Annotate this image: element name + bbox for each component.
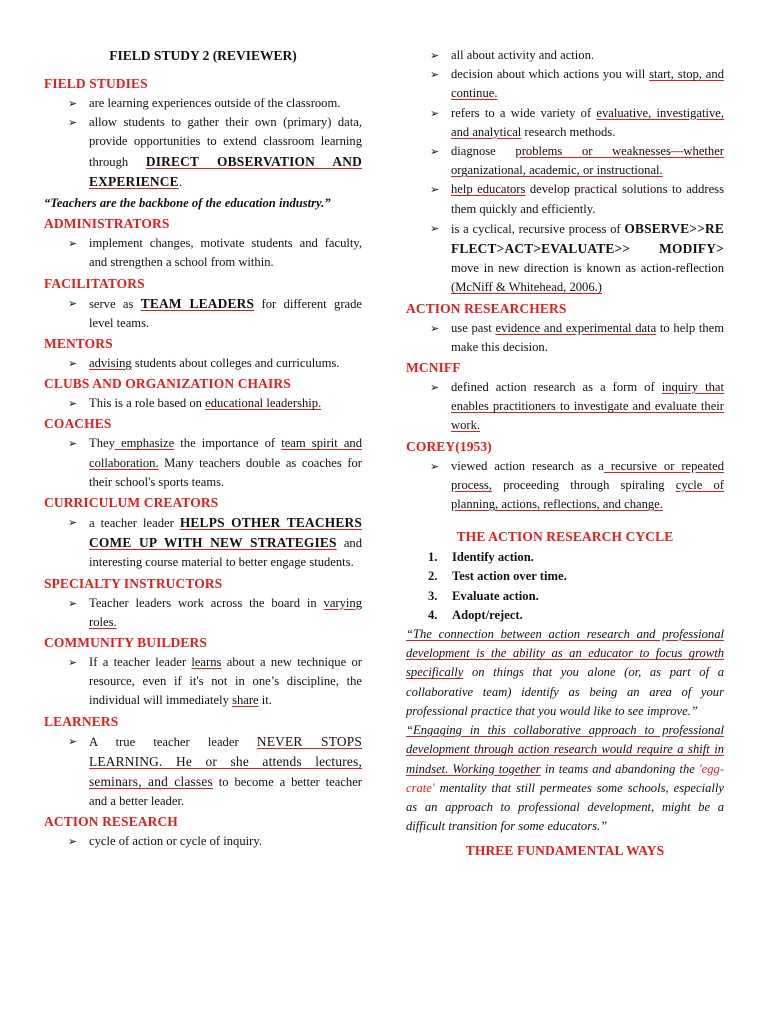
heading-facilitators: FACILITATORS	[44, 275, 145, 291]
arrowhead-bullet-icon: ➢	[68, 357, 78, 371]
arrowhead-bullet-icon: ➢	[430, 381, 440, 395]
heading-action-research-cycle: THE ACTION RESEARCH CYCLE	[456, 529, 674, 545]
list-item: ➢ They emphasize the importance of team spirit and collaboration. Many teachers double as coaches for their school's sports teams.	[68, 436, 363, 489]
quote-engaging: “Engaging in this collaborative approach to professional development through action research would require a shift in mindset. Working together in teams and abandoning the 'egg-crate' mentality that still permeates some schools, especially as an approach to professional development, might be a difficult transition for some educators.”	[406, 723, 725, 834]
list-item: ➢ allow students to gather their own (primary) data, provide opportunities to extend classroom learning through DIRECT OBSERVATION AND EXPERIENCE.	[68, 115, 362, 189]
heading-mcniff: MCNIFF	[406, 360, 461, 376]
list-item: ➢ a teacher leader HELPS OTHER TEACHERS COME UP WITH NEW STRATEGIES and interesting course material to better engage students.	[68, 515, 362, 570]
arrowhead-bullet-icon: ➢	[68, 237, 78, 251]
arrowhead-bullet-icon: ➢	[430, 68, 440, 82]
heading-community-builders: COMMUNITY BUILDERS	[44, 635, 207, 651]
heading-action-research: ACTION RESEARCH	[44, 814, 178, 830]
cycle-step: 2. Test action over time.	[406, 567, 724, 586]
list-item: ➢ decision about which actions you will start, stop, and continue.	[430, 67, 724, 101]
list-item: ➢ all about activity and action.	[406, 46, 724, 65]
left-column	[44, 46, 362, 852]
step-number: 1.	[428, 550, 438, 565]
list-item: ➢ diagnose problems or weaknesses—whether organizational, academic, or instructional.	[430, 144, 724, 178]
spacer	[406, 514, 724, 522]
arrowhead-bullet-icon: ➢	[430, 106, 440, 120]
heading-coaches: COACHES	[44, 416, 112, 432]
arrowhead-bullet-icon: ➢	[430, 49, 440, 62]
list-item: ➢ If a teacher leader learns about a new technique or resource, even if it's not in one’s discipline, the individual will immediately share it.	[68, 655, 362, 708]
arrowhead-bullet-icon: ➢	[430, 145, 440, 159]
arrowhead-bullet-icon: ➢	[430, 459, 440, 473]
heading-three-fundamental-ways: THREE FUNDAMENTAL WAYS	[465, 843, 665, 859]
arrowhead-bullet-icon: ➢	[68, 734, 78, 748]
arrowhead-bullet-icon: ➢	[430, 321, 440, 335]
step-number: 3.	[428, 588, 438, 603]
arrowhead-bullet-icon: ➢	[430, 221, 440, 235]
cycle-step: 1. Identify action.	[406, 548, 724, 567]
arrowhead-bullet-icon: ➢	[68, 296, 78, 310]
arrowhead-bullet-icon: ➢	[68, 656, 78, 670]
field-studies-list	[44, 94, 362, 192]
arrowhead-bullet-icon: ➢	[68, 116, 78, 130]
cycle-step: 4. Adopt/reject.	[406, 606, 724, 625]
arrowhead-bullet-icon: ➢	[68, 516, 78, 530]
heading-learners: LEARNERS	[44, 713, 119, 729]
heading-specialty-instructors: SPECIALTY INSTRUCTORS	[44, 575, 223, 591]
heading-corey: COREY(1953)	[406, 438, 492, 454]
list-item: ➢ advising students about colleges and curriculums.	[44, 354, 362, 373]
arrowhead-bullet-icon: ➢	[68, 437, 78, 451]
arrowhead-bullet-icon: ➢	[68, 835, 78, 849]
list-item: ➢ refers to a wide variety of evaluative, investigative, and analytical research methods.	[430, 105, 725, 139]
heading-mentors: MENTORS	[44, 336, 113, 352]
arrowhead-bullet-icon: ➢	[430, 183, 440, 197]
arrowhead-bullet-icon: ➢	[68, 397, 78, 411]
list-item: ➢ This is a role based on educational leadership.	[44, 394, 362, 413]
heading-action-researchers: ACTION RESEARCHERS	[406, 300, 567, 316]
cycle-step: 3. Evaluate action.	[406, 587, 724, 606]
cycle-steps-list	[406, 548, 724, 625]
heading-administrators: ADMINISTRATORS	[44, 216, 170, 232]
step-number: 4.	[428, 607, 438, 622]
quote-connection: “The connection between action research and professional development is the ability as an educator to focus growth specifically on things that you alone (or, as part of a collaborative team) identify as being an area of your professional practice that you would like to see improve.”	[406, 627, 724, 718]
list-item: ➢ serve as TEAM LEADERS for different grade level teams.	[68, 295, 362, 330]
list-item: ➢ use past evidence and experimental data to help them make this decision.	[430, 320, 724, 354]
list-item: ➢ viewed action research as a recursive or repeated process, proceeding through spiraling cycle of planning, actions, reflections, and change.	[430, 458, 724, 512]
list-item: ➢ cycle of action or cycle of inquiry.	[44, 832, 362, 851]
heading-clubs: CLUBS AND ORGANIZATION CHAIRS	[44, 376, 291, 392]
list-item: ➢ A true teacher leader NEVER STOPS LEARNING. He or she attends lectures, seminars, and classes to become a better teacher and a better leader.	[68, 733, 362, 809]
heading-curriculum-creators: CURRICULUM CREATORS	[44, 495, 219, 511]
list-item: ➢ help educators develop practical solutions to address them quickly and efficiently.	[430, 182, 724, 216]
list-item: ➢ defined action research as a form of inquiry that enables practitioners to investigate and evaluate their work.	[430, 380, 724, 433]
list-item: ➢ are learning experiences outside of the classroom.	[44, 94, 362, 113]
arrowhead-bullet-icon: ➢	[68, 596, 78, 610]
list-item: ➢ Teacher leaders work across the board in varying roles.	[68, 595, 362, 629]
arrowhead-bullet-icon: ➢	[68, 97, 78, 110]
right-column	[406, 46, 724, 861]
list-item: ➢ implement changes, motivate students and faculty, and strengthen a school from within.	[68, 236, 362, 270]
document-title: FIELD STUDY 2 (REVIEWER)	[109, 48, 297, 63]
heading-field-studies: FIELD STUDIES	[44, 76, 148, 91]
list-item: ➢ is a cyclical, recursive process of OBSERVE>>REFLECT>ACT>EVALUATE>> MODIFY> move in new direction is known as action-reflection (McNiff & Whitehead, 2006.)	[430, 220, 724, 295]
step-number: 2.	[428, 569, 438, 584]
quote-backbone: “Teachers are the backbone of the education industry.”	[44, 196, 331, 211]
